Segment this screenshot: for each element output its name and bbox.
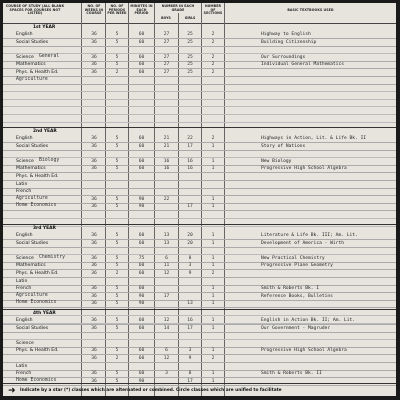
girls-cell: 20 xyxy=(187,240,193,246)
subject-label: Phys. & Health Ed. xyxy=(16,271,59,276)
subject-label: French xyxy=(16,286,32,292)
minutes-cell: 90 xyxy=(138,293,145,299)
boys-cell: 16 xyxy=(163,166,170,172)
typed-subject: Agriculture xyxy=(16,195,48,201)
periods-cell: 5 xyxy=(115,32,119,37)
textbook-cell: Reference Books, Bulletins xyxy=(261,293,333,299)
boys-cell: 21 xyxy=(163,143,170,149)
sections-cell: 2 xyxy=(211,32,215,37)
subject-label: English xyxy=(16,32,33,37)
weeks-cell: 36 xyxy=(91,143,97,149)
girls-cell: 8 xyxy=(188,255,192,261)
girls-cell: 8 xyxy=(188,371,192,377)
sections-cell: 2 xyxy=(211,54,215,60)
textbook-cell: Highways in Action, Lit. & Life Bk. II xyxy=(261,136,367,141)
girls-cell: 17 xyxy=(187,325,193,331)
sections-cell: 1 xyxy=(211,301,215,307)
year-section xyxy=(3,224,396,310)
course-header: COURSE OF STUDY (ALL BLANK SPACES FOR COURSES NOT LISTED) xyxy=(5,4,65,16)
periods-cell: 5 xyxy=(115,54,119,60)
typed-subject: General xyxy=(39,53,60,59)
minutes-cell: 60 xyxy=(138,371,145,377)
minutes-cell: 60 xyxy=(138,348,145,354)
textbook-cell: Building Citizenship xyxy=(261,39,317,45)
textbook-cell: Progressive High School Algebra xyxy=(261,166,347,172)
weeks-cell: 36 xyxy=(91,240,97,246)
weeks-cell: 36 xyxy=(91,62,97,68)
subject-label: English xyxy=(16,233,33,238)
weeks-cell: 36 xyxy=(91,378,97,384)
boys-cell: 27 xyxy=(163,32,170,37)
subject-label: Social Studies xyxy=(16,39,49,45)
sections-cell: 2 xyxy=(211,39,215,45)
weeks-cell: 36 xyxy=(91,348,97,354)
year-title: 2nd YEAR xyxy=(33,129,57,134)
weeks-cell: 36 xyxy=(91,70,97,75)
minutes-cell: 60 xyxy=(138,54,145,60)
year-section xyxy=(3,23,396,128)
boys-cell: 3 xyxy=(165,371,168,377)
weeks-cell: 36 xyxy=(91,271,97,276)
periods-cell: 5 xyxy=(115,233,119,238)
girls-cell: 22 xyxy=(187,136,193,141)
typed-subject: Home Economics xyxy=(16,300,57,306)
weeks-cell: 36 xyxy=(91,263,97,269)
periods-cell: 5 xyxy=(115,286,119,292)
textbook-cell: New Biology xyxy=(261,158,292,164)
weeks-cell: 36 xyxy=(91,39,97,45)
enrollment-form-page xyxy=(3,3,396,396)
subject-label: Phys. & Health Ed. xyxy=(16,174,59,179)
weeks-cell: 36 xyxy=(91,286,97,292)
footer-instruction: Indicate by a star (*) classes which are alternated or combined. Circle classes which are unified to facilitate xyxy=(20,388,282,393)
sections-cell: 1 xyxy=(211,166,215,172)
periods-cell: 5 xyxy=(115,240,119,246)
textbook-cell: Our Government - Magruder xyxy=(261,325,331,331)
sections-cell: 2 xyxy=(211,62,215,68)
boys-cell: 12 xyxy=(163,271,170,276)
periods-cell: 5 xyxy=(115,293,119,299)
pupils-header: NUMBER IN EACH GRADE xyxy=(161,4,195,12)
girls-header: GIRLS xyxy=(184,16,196,20)
periods-cell: 5 xyxy=(115,255,119,261)
weeks-cell: 36 xyxy=(91,293,97,299)
girls-cell: 25 xyxy=(187,32,193,37)
year-title: 4th YEAR xyxy=(33,311,56,316)
subject-label: Latin xyxy=(16,181,28,187)
girls-cell: 25 xyxy=(187,62,193,68)
girls-cell: 25 xyxy=(187,70,193,75)
periods-cell: 5 xyxy=(115,143,119,149)
periods-cell: 5 xyxy=(115,348,119,354)
minutes-cell: 60 xyxy=(138,286,145,292)
sections-cell: 1 xyxy=(211,325,215,331)
girls-cell: 16 xyxy=(187,318,193,323)
weeks-cell: 36 xyxy=(91,54,97,60)
sections-cell: 1 xyxy=(211,348,215,354)
weeks-cell: 36 xyxy=(91,158,97,164)
sections-cell: 1 xyxy=(211,286,215,292)
subject-label: English xyxy=(16,136,33,141)
minutes-cell: 90 xyxy=(138,378,145,384)
textbook-cell: Development of America - Wirth xyxy=(261,240,344,246)
weeks-cell: 36 xyxy=(91,136,97,141)
boys-header: BOYS xyxy=(161,16,171,20)
boys-cell: 27 xyxy=(163,39,170,45)
minutes-cell: 60 xyxy=(138,166,145,172)
typed-subject: Home Economics xyxy=(16,377,57,383)
textbook-cell: Progressive High School Algebra xyxy=(261,348,347,354)
table-header xyxy=(3,3,396,24)
sections-cell: 1 xyxy=(211,240,215,246)
year-title: 1st YEAR xyxy=(33,25,56,30)
minutes-cell: 60 xyxy=(138,356,145,361)
weeks-cell: 36 xyxy=(91,301,97,307)
textbook-cell: New Practical Chemistry xyxy=(261,255,325,261)
periods-cell: 2 xyxy=(115,271,119,276)
sections-cell: 2 xyxy=(211,70,215,75)
girls-cell: 16 xyxy=(187,158,193,164)
periods-cell: 5 xyxy=(115,158,119,164)
minutes-header: MINUTES IN EACH PERIOD xyxy=(130,4,153,16)
typed-subject: Biology xyxy=(39,157,60,163)
sections-cell: 1 xyxy=(211,158,215,164)
girls-cell: 3 xyxy=(188,348,192,354)
year-section xyxy=(3,309,396,384)
periods-cell: 5 xyxy=(115,196,119,202)
girls-cell: 17 xyxy=(187,378,193,384)
weeks-cell: 36 xyxy=(91,325,97,331)
weeks-cell: 36 xyxy=(91,196,97,202)
minutes-cell: 60 xyxy=(138,32,145,37)
subject-label: French xyxy=(16,371,32,377)
table-row xyxy=(3,115,396,123)
boys-cell: 11 xyxy=(163,263,170,269)
weeks-cell: 36 xyxy=(91,166,97,172)
minutes-cell: 90 xyxy=(138,204,145,210)
periods-cell: 5 xyxy=(115,325,119,331)
periods-cell: 5 xyxy=(115,263,119,269)
sections-cell: 1 xyxy=(211,204,215,210)
subject-label: Latin xyxy=(16,363,28,369)
periods-cell: 5 xyxy=(115,136,119,141)
weeks-cell: 36 xyxy=(91,356,97,361)
periods-header: NO. OF PERIODS PER WEEK xyxy=(107,4,127,16)
weeks-cell: 36 xyxy=(91,371,97,377)
footer-note xyxy=(3,383,396,396)
periods-cell: 5 xyxy=(115,39,119,45)
sections-cell: 1 xyxy=(211,318,215,323)
sections-header: NUMBER OF SECTIONS xyxy=(203,4,223,16)
textbook-cell: Smith & Roberts Bk. II xyxy=(261,371,322,377)
girls-cell: 16 xyxy=(187,166,193,172)
textbook-cell: Our Surroundings xyxy=(261,54,306,60)
subject-label: Social Studies xyxy=(16,143,49,149)
girls-cell: 9 xyxy=(188,356,192,361)
textbook-cell: English in Action Bk. II; Am. Lit. xyxy=(261,318,356,323)
boys-cell: 16 xyxy=(163,158,170,164)
minutes-cell: 60 xyxy=(138,325,145,331)
minutes-cell: 60 xyxy=(138,158,145,164)
subject-label: Latin xyxy=(16,278,28,284)
sections-cell: 2 xyxy=(211,136,215,141)
girls-cell: 9 xyxy=(188,271,192,276)
arrow-icon: ➜ xyxy=(8,386,16,396)
boys-cell: 27 xyxy=(163,70,170,75)
minutes-cell: 90 xyxy=(138,301,145,307)
weeks-cell: 36 xyxy=(91,233,97,238)
weeks-cell: 36 xyxy=(91,204,97,210)
textbook-cell: Literature & Life Bk. III; Am. Lit. xyxy=(261,233,358,238)
year-section xyxy=(3,127,396,225)
subject-label: Mathematics xyxy=(16,166,46,172)
textbook-cell: Individual General Mathematics xyxy=(261,62,344,68)
textbook-cell: Story of Nations xyxy=(261,143,306,149)
boys-cell: 21 xyxy=(163,136,170,141)
boys-cell: 6 xyxy=(165,348,168,354)
sections-cell: 1 xyxy=(211,255,215,261)
weeks-header: NO. OF WEEKS IN COURSE xyxy=(84,4,104,16)
boys-cell: 12 xyxy=(163,356,170,361)
sections-cell: 1 xyxy=(211,233,215,238)
textbook-cell: Smith & Roberts Bk. I xyxy=(261,286,320,292)
boys-cell: 13 xyxy=(163,233,170,238)
minutes-cell: 60 xyxy=(138,70,145,75)
subject-label: Science xyxy=(16,158,34,164)
boys-cell: 22 xyxy=(163,196,170,202)
boys-cell: 27 xyxy=(163,54,170,60)
minutes-cell: 60 xyxy=(138,263,145,269)
boys-cell: 12 xyxy=(163,318,170,323)
minutes-cell: 60 xyxy=(138,240,145,246)
minutes-cell: 60 xyxy=(138,318,145,323)
books-header: BASIC TEXTBOOKS USED xyxy=(287,8,334,12)
weeks-cell: 36 xyxy=(91,318,97,323)
minutes-cell: 90 xyxy=(138,196,145,202)
boys-cell: 27 xyxy=(163,62,170,68)
periods-cell: 5 xyxy=(115,301,119,307)
sections-cell: 1 xyxy=(211,371,215,377)
subject-label: Social Studies xyxy=(16,325,49,331)
sections-cell: 1 xyxy=(211,293,215,299)
textbook-cell: Progressive Plane Geometry xyxy=(261,263,333,269)
subject-label: Science xyxy=(16,340,34,346)
minutes-cell: 60 xyxy=(138,62,145,68)
sections-cell: 1 xyxy=(211,263,215,269)
periods-cell: 5 xyxy=(115,62,119,68)
periods-cell: 5 xyxy=(115,378,119,384)
girls-cell: 13 xyxy=(187,301,193,307)
sections-cell: 2 xyxy=(211,356,215,361)
girls-cell: 25 xyxy=(187,39,193,45)
minutes-cell: 75 xyxy=(138,255,145,261)
typed-subject: Chemistry xyxy=(39,254,65,260)
subject-label: Mathematics xyxy=(16,62,46,68)
weeks-cell: 36 xyxy=(91,255,97,261)
subject-label: Social Studies xyxy=(16,240,49,246)
subject-label: Phys. & Health Ed. xyxy=(16,70,59,75)
subject-label: Phys. & Health Ed. xyxy=(16,348,59,354)
minutes-cell: 60 xyxy=(138,39,145,45)
periods-cell: 5 xyxy=(115,371,119,377)
typed-subject: Home Economics xyxy=(16,203,57,209)
minutes-cell: 60 xyxy=(138,271,145,276)
weeks-cell: 36 xyxy=(91,32,97,37)
girls-cell: 25 xyxy=(187,54,193,60)
periods-cell: 5 xyxy=(115,318,119,323)
minutes-cell: 60 xyxy=(138,143,145,149)
typed-subject: Agriculture xyxy=(16,292,48,298)
boys-cell: 13 xyxy=(163,240,170,246)
subject-label: English xyxy=(16,318,33,323)
subject-label: French xyxy=(16,189,32,195)
subject-label: Mathematics xyxy=(16,263,46,269)
girls-cell: 20 xyxy=(187,233,193,238)
year-title: 3rd YEAR xyxy=(33,226,56,231)
periods-cell: 2 xyxy=(115,70,119,75)
sections-cell: 1 xyxy=(211,143,215,149)
sections-cell: 2 xyxy=(211,271,215,276)
subject-label: Science xyxy=(16,255,34,261)
boys-cell: 17 xyxy=(163,293,170,299)
typed-subject: Agriculture xyxy=(16,76,48,82)
textbook-cell: Highway to English xyxy=(261,32,311,37)
sections-cell: 1 xyxy=(211,196,215,202)
minutes-cell: 60 xyxy=(138,233,145,238)
periods-cell: 2 xyxy=(115,356,119,361)
periods-cell: 5 xyxy=(115,166,119,172)
periods-cell: 5 xyxy=(115,204,119,210)
minutes-cell: 60 xyxy=(138,136,145,141)
girls-cell: 17 xyxy=(187,143,193,149)
sections-cell: 1 xyxy=(211,378,215,384)
girls-cell: 17 xyxy=(187,204,193,210)
girls-cell: 3 xyxy=(188,263,192,269)
boys-cell: 6 xyxy=(165,255,168,261)
boys-cell: 14 xyxy=(163,325,170,331)
subject-label: Science xyxy=(16,54,34,60)
